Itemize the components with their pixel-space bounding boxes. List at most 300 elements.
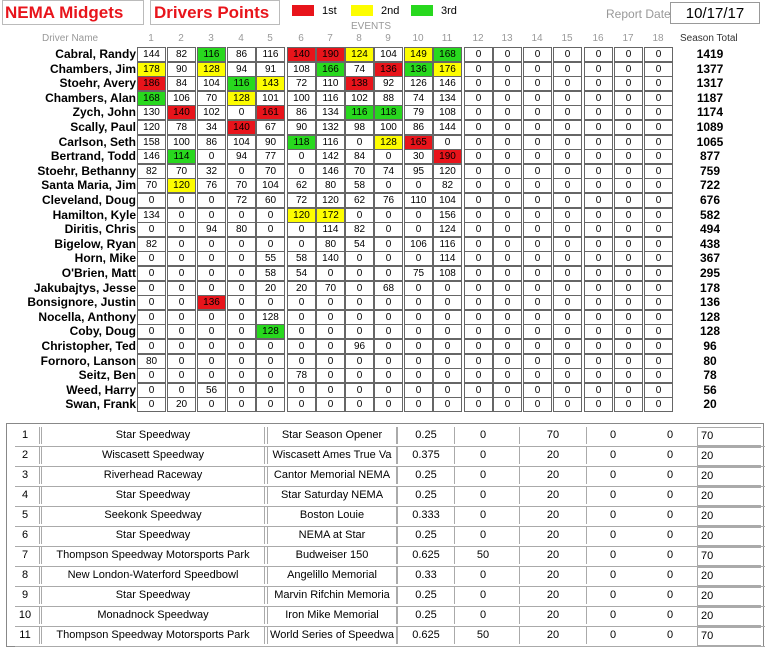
points-cell[interactable]: 0	[493, 105, 522, 120]
points-cell[interactable]: 134	[137, 208, 166, 223]
points-cell[interactable]: 0	[644, 295, 673, 310]
points-cell[interactable]: 124	[433, 222, 462, 237]
points-cell[interactable]: 62	[345, 193, 374, 208]
points-cell[interactable]: 186	[137, 76, 166, 91]
points-cell[interactable]: 0	[404, 310, 433, 325]
points-cell[interactable]: 0	[374, 339, 403, 354]
points-cell[interactable]: 110	[404, 193, 433, 208]
points-cell[interactable]: 0	[374, 324, 403, 339]
event-v5-cell[interactable]: 70	[697, 627, 761, 646]
points-cell[interactable]: 0	[644, 237, 673, 252]
points-cell[interactable]: 0	[493, 237, 522, 252]
points-cell[interactable]: 0	[433, 354, 462, 369]
event-race-cell[interactable]: Star Season Opener	[267, 427, 397, 444]
points-cell[interactable]: 142	[316, 149, 345, 164]
points-cell[interactable]: 98	[345, 120, 374, 135]
points-cell[interactable]: 70	[256, 164, 285, 179]
points-cell[interactable]: 0	[614, 164, 643, 179]
points-cell[interactable]: 34	[197, 120, 226, 135]
points-cell[interactable]: 0	[227, 295, 256, 310]
points-cell[interactable]: 0	[614, 397, 643, 412]
points-cell[interactable]: 0	[137, 368, 166, 383]
points-cell[interactable]: 0	[137, 310, 166, 325]
event-v2-cell[interactable]: 20	[519, 547, 587, 564]
points-cell[interactable]: 0	[137, 251, 166, 266]
points-cell[interactable]: 132	[316, 120, 345, 135]
points-cell[interactable]: 0	[404, 383, 433, 398]
points-cell[interactable]: 86	[197, 135, 226, 150]
points-cell[interactable]: 0	[523, 47, 552, 62]
points-cell[interactable]: 0	[644, 208, 673, 223]
points-cell[interactable]: 0	[584, 62, 613, 77]
driver-row[interactable]	[0, 135, 770, 149]
points-cell[interactable]: 0	[316, 295, 345, 310]
points-cell[interactable]: 0	[287, 354, 316, 369]
event-v4-cell[interactable]: 0	[666, 569, 674, 581]
points-cell[interactable]: 0	[345, 324, 374, 339]
points-cell[interactable]: 0	[374, 266, 403, 281]
driver-row[interactable]	[0, 295, 770, 309]
points-cell[interactable]: 0	[167, 266, 196, 281]
points-cell[interactable]: 0	[644, 397, 673, 412]
points-cell[interactable]: 0	[464, 135, 493, 150]
points-cell[interactable]: 0	[523, 208, 552, 223]
points-cell[interactable]: 0	[553, 178, 582, 193]
points-cell[interactable]: 0	[227, 266, 256, 281]
event-row[interactable]	[15, 427, 765, 447]
points-cell[interactable]: 0	[553, 91, 582, 106]
points-cell[interactable]: 32	[197, 164, 226, 179]
event-race-cell[interactable]: Iron Mike Memorial	[267, 607, 397, 624]
points-cell[interactable]: 0	[614, 91, 643, 106]
event-v1-cell[interactable]: 50	[476, 629, 490, 641]
points-cell[interactable]: 0	[584, 120, 613, 135]
points-cell[interactable]: 0	[464, 149, 493, 164]
points-cell[interactable]: 88	[374, 91, 403, 106]
event-factor-cell[interactable]: 0.333	[397, 507, 455, 524]
points-cell[interactable]: 0	[493, 120, 522, 135]
points-cell[interactable]: 0	[374, 310, 403, 325]
points-cell[interactable]: 0	[137, 383, 166, 398]
points-cell[interactable]: 0	[584, 368, 613, 383]
points-cell[interactable]: 0	[464, 310, 493, 325]
points-cell[interactable]: 0	[644, 266, 673, 281]
points-cell[interactable]: 0	[137, 397, 166, 412]
event-v4-cell[interactable]: 0	[666, 609, 674, 621]
event-v5-cell[interactable]: 20	[697, 467, 761, 486]
points-cell[interactable]: 76	[374, 193, 403, 208]
points-cell[interactable]: 0	[493, 208, 522, 223]
points-cell[interactable]: 95	[404, 164, 433, 179]
points-cell[interactable]: 0	[227, 310, 256, 325]
points-cell[interactable]: 0	[374, 237, 403, 252]
points-cell[interactable]: 0	[464, 120, 493, 135]
event-factor-cell[interactable]: 0.25	[397, 527, 455, 544]
points-cell[interactable]: 0	[256, 222, 285, 237]
points-cell[interactable]: 116	[316, 91, 345, 106]
driver-row[interactable]	[0, 354, 770, 368]
event-v5-cell[interactable]: 20	[697, 507, 761, 526]
points-cell[interactable]: 96	[345, 339, 374, 354]
points-cell[interactable]: 166	[316, 62, 345, 77]
points-cell[interactable]: 0	[197, 251, 226, 266]
points-cell[interactable]: 0	[167, 324, 196, 339]
driver-row[interactable]	[0, 281, 770, 295]
points-cell[interactable]: 120	[433, 164, 462, 179]
event-v5-cell[interactable]: 20	[697, 607, 761, 626]
points-cell[interactable]: 72	[227, 193, 256, 208]
points-cell[interactable]: 0	[553, 164, 582, 179]
points-cell[interactable]: 0	[644, 324, 673, 339]
event-num-cell[interactable]: 6	[11, 527, 40, 544]
points-cell[interactable]: 0	[345, 310, 374, 325]
points-cell[interactable]: 58	[256, 266, 285, 281]
points-cell[interactable]: 0	[584, 324, 613, 339]
points-cell[interactable]: 0	[614, 178, 643, 193]
points-cell[interactable]: 140	[316, 251, 345, 266]
points-cell[interactable]: 0	[584, 91, 613, 106]
points-cell[interactable]: 0	[644, 149, 673, 164]
event-row[interactable]	[15, 527, 765, 547]
points-cell[interactable]: 0	[553, 135, 582, 150]
points-cell[interactable]: 104	[227, 135, 256, 150]
points-cell[interactable]: 0	[433, 310, 462, 325]
points-cell[interactable]: 0	[256, 339, 285, 354]
points-cell[interactable]: 86	[227, 47, 256, 62]
event-num-cell[interactable]: 3	[11, 467, 40, 484]
points-cell[interactable]: 0	[404, 281, 433, 296]
event-row[interactable]	[15, 567, 765, 587]
event-v2-cell[interactable]: 20	[519, 447, 587, 464]
points-cell[interactable]: 0	[464, 251, 493, 266]
event-row[interactable]	[15, 447, 765, 467]
event-factor-cell[interactable]: 0.33	[397, 567, 455, 584]
points-cell[interactable]: 74	[404, 91, 433, 106]
event-row[interactable]	[15, 547, 765, 567]
points-cell[interactable]: 110	[316, 76, 345, 91]
points-cell[interactable]: 0	[433, 397, 462, 412]
points-cell[interactable]: 0	[256, 295, 285, 310]
points-cell[interactable]: 0	[523, 149, 552, 164]
points-cell[interactable]: 0	[464, 222, 493, 237]
points-cell[interactable]: 140	[227, 120, 256, 135]
points-cell[interactable]: 0	[374, 397, 403, 412]
points-cell[interactable]: 0	[614, 193, 643, 208]
event-v1-cell[interactable]: 0	[479, 489, 487, 501]
points-cell[interactable]: 0	[644, 193, 673, 208]
event-v2-cell[interactable]: 20	[519, 627, 587, 644]
points-cell[interactable]: 0	[584, 251, 613, 266]
points-cell[interactable]: 0	[227, 354, 256, 369]
points-cell[interactable]: 0	[197, 149, 226, 164]
points-cell[interactable]: 94	[227, 62, 256, 77]
points-cell[interactable]: 0	[167, 222, 196, 237]
event-factor-cell[interactable]: 0.625	[397, 627, 455, 644]
points-cell[interactable]: 0	[197, 339, 226, 354]
points-cell[interactable]: 165	[404, 135, 433, 150]
points-cell[interactable]: 70	[316, 281, 345, 296]
event-v1-cell[interactable]: 0	[479, 429, 487, 441]
points-cell[interactable]: 106	[404, 237, 433, 252]
points-cell[interactable]: 0	[464, 237, 493, 252]
points-cell[interactable]: 0	[614, 237, 643, 252]
points-cell[interactable]: 20	[287, 281, 316, 296]
points-cell[interactable]: 116	[197, 47, 226, 62]
driver-row[interactable]	[0, 368, 770, 382]
event-v2-cell[interactable]: 20	[519, 507, 587, 524]
points-cell[interactable]: 0	[553, 295, 582, 310]
points-cell[interactable]: 0	[227, 368, 256, 383]
points-cell[interactable]: 90	[287, 120, 316, 135]
points-cell[interactable]: 140	[167, 105, 196, 120]
points-cell[interactable]: 0	[345, 251, 374, 266]
event-row[interactable]	[15, 627, 765, 647]
points-cell[interactable]: 0	[644, 383, 673, 398]
points-cell[interactable]: 0	[584, 76, 613, 91]
points-cell[interactable]: 70	[227, 178, 256, 193]
points-cell[interactable]: 0	[493, 178, 522, 193]
driver-row[interactable]	[0, 237, 770, 251]
points-cell[interactable]: 0	[256, 208, 285, 223]
points-cell[interactable]: 0	[614, 222, 643, 237]
points-cell[interactable]: 86	[404, 120, 433, 135]
points-cell[interactable]: 0	[614, 135, 643, 150]
points-cell[interactable]: 0	[167, 193, 196, 208]
points-cell[interactable]: 0	[614, 281, 643, 296]
points-cell[interactable]: 0	[404, 178, 433, 193]
points-cell[interactable]: 0	[523, 178, 552, 193]
points-cell[interactable]: 0	[614, 251, 643, 266]
points-cell[interactable]: 0	[167, 237, 196, 252]
points-cell[interactable]: 0	[523, 324, 552, 339]
points-cell[interactable]: 0	[553, 354, 582, 369]
event-v2-cell[interactable]: 20	[519, 607, 587, 624]
event-v2-cell[interactable]: 20	[519, 487, 587, 504]
event-v1-cell[interactable]: 50	[476, 549, 490, 561]
points-cell[interactable]: 0	[137, 324, 166, 339]
points-cell[interactable]: 0	[197, 310, 226, 325]
points-cell[interactable]: 0	[227, 237, 256, 252]
points-cell[interactable]: 0	[374, 222, 403, 237]
points-cell[interactable]: 0	[287, 164, 316, 179]
points-cell[interactable]: 116	[345, 105, 374, 120]
points-cell[interactable]: 134	[433, 91, 462, 106]
points-cell[interactable]: 76	[197, 178, 226, 193]
points-cell[interactable]: 104	[256, 178, 285, 193]
points-cell[interactable]: 0	[644, 251, 673, 266]
points-cell[interactable]: 78	[287, 368, 316, 383]
driver-row[interactable]	[0, 62, 770, 76]
report-date-field[interactable]: 10/17/17	[670, 2, 760, 24]
event-track-cell[interactable]: Seekonk Speedway	[41, 507, 265, 524]
points-cell[interactable]: 0	[553, 208, 582, 223]
points-cell[interactable]: 0	[523, 397, 552, 412]
points-cell[interactable]: 0	[464, 62, 493, 77]
points-cell[interactable]: 0	[404, 295, 433, 310]
points-cell[interactable]: 0	[287, 295, 316, 310]
points-cell[interactable]: 82	[137, 164, 166, 179]
points-cell[interactable]: 0	[553, 281, 582, 296]
points-cell[interactable]: 0	[464, 105, 493, 120]
points-cell[interactable]: 136	[404, 62, 433, 77]
points-cell[interactable]: 0	[197, 208, 226, 223]
event-v3-cell[interactable]: 0	[609, 549, 617, 561]
points-cell[interactable]: 91	[256, 62, 285, 77]
points-cell[interactable]: 90	[256, 135, 285, 150]
points-cell[interactable]: 0	[553, 47, 582, 62]
points-cell[interactable]: 0	[197, 266, 226, 281]
points-cell[interactable]: 0	[464, 354, 493, 369]
points-cell[interactable]: 0	[614, 324, 643, 339]
points-cell[interactable]: 0	[553, 222, 582, 237]
points-cell[interactable]: 0	[493, 193, 522, 208]
points-cell[interactable]: 0	[523, 368, 552, 383]
points-cell[interactable]: 0	[197, 237, 226, 252]
points-cell[interactable]: 0	[345, 266, 374, 281]
points-cell[interactable]: 128	[227, 91, 256, 106]
event-v4-cell[interactable]: 0	[666, 449, 674, 461]
points-cell[interactable]: 0	[493, 397, 522, 412]
points-cell[interactable]: 0	[553, 76, 582, 91]
points-cell[interactable]: 0	[167, 383, 196, 398]
points-cell[interactable]: 0	[197, 354, 226, 369]
points-cell[interactable]: 0	[614, 120, 643, 135]
points-cell[interactable]: 74	[345, 62, 374, 77]
event-race-cell[interactable]: Cantor Memorial NEMA	[267, 467, 397, 484]
event-track-cell[interactable]: Star Speedway	[41, 487, 265, 504]
points-cell[interactable]: 0	[523, 339, 552, 354]
points-cell[interactable]: 0	[644, 178, 673, 193]
points-cell[interactable]: 0	[644, 368, 673, 383]
points-cell[interactable]: 0	[523, 135, 552, 150]
points-cell[interactable]: 108	[287, 62, 316, 77]
points-cell[interactable]: 0	[197, 397, 226, 412]
event-v1-cell[interactable]: 0	[479, 609, 487, 621]
points-cell[interactable]: 62	[287, 178, 316, 193]
points-cell[interactable]: 0	[553, 310, 582, 325]
points-cell[interactable]: 0	[644, 120, 673, 135]
points-cell[interactable]: 0	[197, 193, 226, 208]
points-cell[interactable]: 0	[256, 237, 285, 252]
event-v4-cell[interactable]: 0	[666, 429, 674, 441]
points-cell[interactable]: 168	[137, 91, 166, 106]
event-v2-cell[interactable]: 20	[519, 567, 587, 584]
event-row[interactable]	[15, 467, 765, 487]
points-cell[interactable]: 0	[584, 339, 613, 354]
points-cell[interactable]: 0	[644, 47, 673, 62]
points-cell[interactable]: 0	[553, 397, 582, 412]
points-cell[interactable]: 0	[464, 339, 493, 354]
points-cell[interactable]: 0	[614, 266, 643, 281]
points-cell[interactable]: 0	[287, 324, 316, 339]
points-cell[interactable]: 0	[493, 47, 522, 62]
points-cell[interactable]: 104	[197, 76, 226, 91]
points-cell[interactable]: 90	[167, 62, 196, 77]
points-cell[interactable]: 56	[197, 383, 226, 398]
points-cell[interactable]: 94	[197, 222, 226, 237]
points-cell[interactable]: 0	[584, 354, 613, 369]
points-cell[interactable]: 0	[584, 47, 613, 62]
event-v2-cell[interactable]: 20	[519, 587, 587, 604]
points-cell[interactable]: 0	[316, 339, 345, 354]
points-cell[interactable]: 0	[404, 222, 433, 237]
points-cell[interactable]: 100	[287, 91, 316, 106]
points-cell[interactable]: 0	[433, 339, 462, 354]
points-cell[interactable]: 0	[345, 368, 374, 383]
event-v5-cell[interactable]: 70	[697, 427, 761, 446]
points-cell[interactable]: 0	[493, 310, 522, 325]
event-num-cell[interactable]: 4	[11, 487, 40, 504]
points-cell[interactable]: 0	[374, 149, 403, 164]
points-cell[interactable]: 0	[464, 266, 493, 281]
points-cell[interactable]: 80	[316, 237, 345, 252]
points-cell[interactable]: 0	[404, 251, 433, 266]
driver-row[interactable]	[0, 178, 770, 192]
points-cell[interactable]: 0	[197, 281, 226, 296]
event-row[interactable]	[15, 487, 765, 507]
points-cell[interactable]: 0	[464, 368, 493, 383]
points-cell[interactable]: 0	[464, 295, 493, 310]
driver-row[interactable]	[0, 383, 770, 397]
points-cell[interactable]: 0	[256, 354, 285, 369]
points-cell[interactable]: 144	[137, 47, 166, 62]
points-cell[interactable]: 0	[584, 281, 613, 296]
points-cell[interactable]: 86	[287, 105, 316, 120]
points-cell[interactable]: 0	[137, 339, 166, 354]
points-cell[interactable]: 0	[523, 251, 552, 266]
driver-row[interactable]	[0, 47, 770, 61]
points-cell[interactable]: 0	[553, 266, 582, 281]
event-v1-cell[interactable]: 0	[479, 589, 487, 601]
points-cell[interactable]: 0	[404, 397, 433, 412]
event-v4-cell[interactable]: 0	[666, 489, 674, 501]
points-cell[interactable]: 0	[287, 383, 316, 398]
points-cell[interactable]: 20	[256, 281, 285, 296]
points-cell[interactable]: 0	[256, 368, 285, 383]
points-cell[interactable]: 0	[197, 324, 226, 339]
points-cell[interactable]: 58	[345, 178, 374, 193]
points-cell[interactable]: 0	[287, 237, 316, 252]
driver-row[interactable]	[0, 164, 770, 178]
points-cell[interactable]: 0	[316, 266, 345, 281]
points-cell[interactable]: 0	[584, 295, 613, 310]
driver-row[interactable]	[0, 105, 770, 119]
points-cell[interactable]: 0	[316, 324, 345, 339]
points-cell[interactable]: 0	[584, 193, 613, 208]
event-v1-cell[interactable]: 0	[479, 569, 487, 581]
points-cell[interactable]: 114	[316, 222, 345, 237]
points-cell[interactable]: 0	[316, 368, 345, 383]
points-cell[interactable]: 0	[644, 281, 673, 296]
points-cell[interactable]: 128	[374, 135, 403, 150]
points-cell[interactable]: 82	[167, 47, 196, 62]
points-cell[interactable]: 0	[584, 208, 613, 223]
points-cell[interactable]: 0	[287, 339, 316, 354]
points-cell[interactable]: 0	[433, 135, 462, 150]
event-row[interactable]	[15, 587, 765, 607]
driver-row[interactable]	[0, 324, 770, 338]
points-cell[interactable]: 0	[523, 354, 552, 369]
event-race-cell[interactable]: Boston Louie	[267, 507, 397, 524]
points-cell[interactable]: 0	[553, 149, 582, 164]
points-cell[interactable]: 0	[316, 397, 345, 412]
event-track-cell[interactable]: Riverhead Raceway	[41, 467, 265, 484]
event-num-cell[interactable]: 8	[11, 567, 40, 584]
points-cell[interactable]: 104	[433, 193, 462, 208]
points-cell[interactable]: 116	[316, 135, 345, 150]
points-cell[interactable]: 0	[464, 208, 493, 223]
event-v4-cell[interactable]: 0	[666, 629, 674, 641]
